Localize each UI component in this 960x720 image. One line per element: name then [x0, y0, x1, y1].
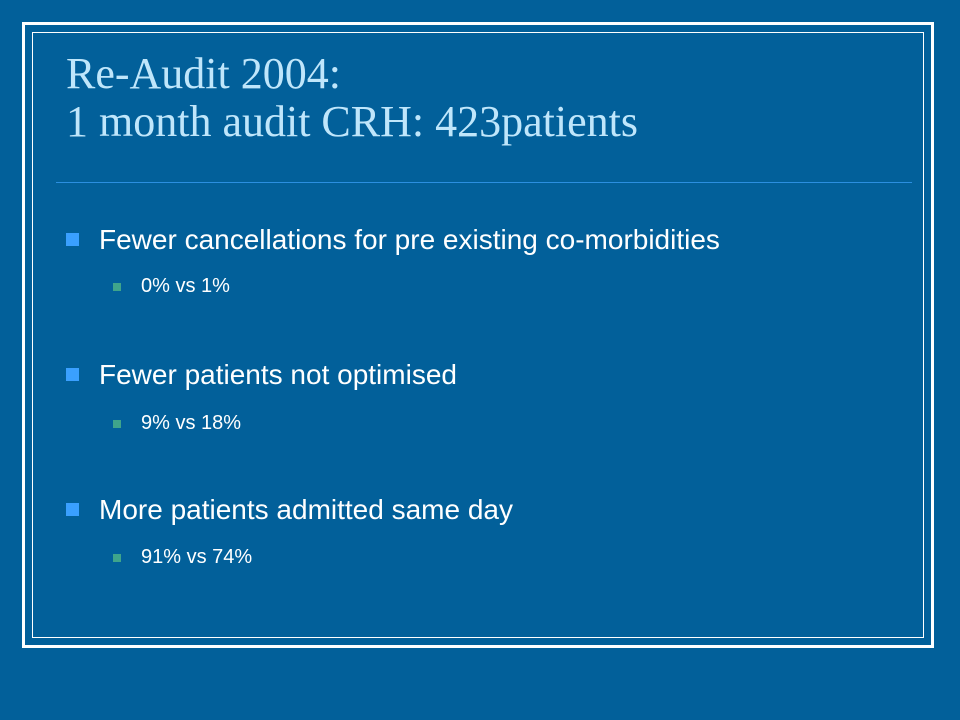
sub-bullet-text: 91% vs 74%	[141, 546, 253, 568]
title-line-2: 1 month audit CRH: 423patients	[66, 97, 638, 146]
sub-bullet-text: 9% vs 18%	[141, 412, 242, 434]
title-line-1: Re-Audit 2004:	[66, 49, 341, 98]
square-bullet-icon	[66, 503, 79, 516]
bullet-text: Fewer patients not optimised	[99, 359, 457, 390]
small-square-bullet-icon	[113, 554, 121, 562]
square-bullet-icon	[66, 233, 79, 246]
sub-bullet-text: 0% vs 1%	[141, 275, 230, 297]
bullet-text: More patients admitted same day	[99, 494, 513, 525]
small-square-bullet-icon	[113, 420, 121, 428]
square-bullet-icon	[66, 368, 79, 381]
small-square-bullet-icon	[113, 283, 121, 291]
bullet-text: Fewer cancellations for pre existing co-morbidities	[99, 224, 720, 255]
